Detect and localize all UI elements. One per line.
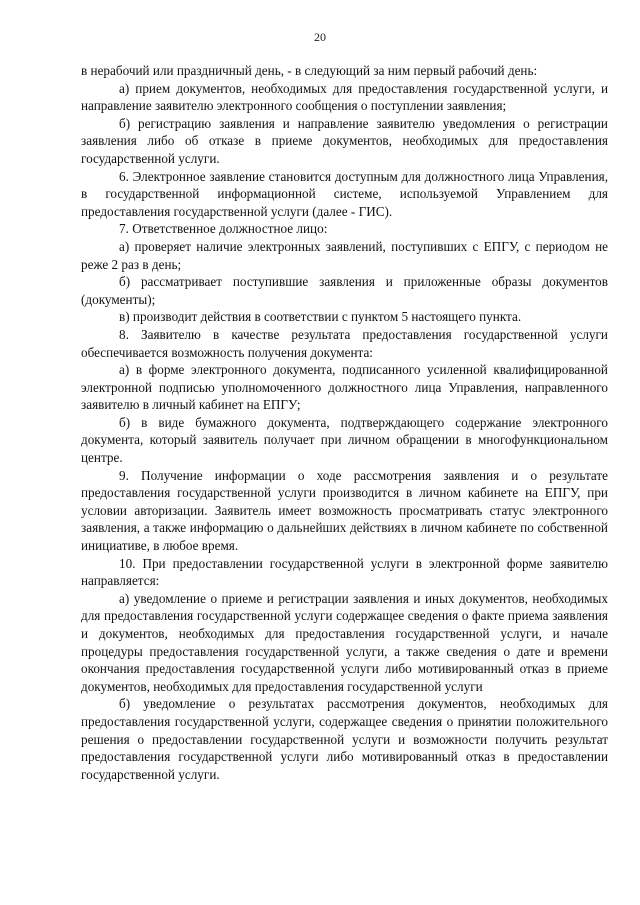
paragraph: а) прием документов, необходимых для предоставления государственной услуги, и направление заявителю электронного сообщения о поступлении заявления; bbox=[81, 80, 608, 114]
paragraph: б) регистрацию заявления и направление заявителю уведомления о регистрации заявления либо об отказе в приеме документов, необходимых для предоставления государственной услуги. bbox=[81, 115, 608, 166]
paragraph: 9. Получение информации о ходе рассмотрения заявления и о результате предоставления государственной услуги производится в личном кабинете на ЕПГУ, при условии авторизации. Заявитель имеет возможность просматривать статус электронного заявления, а также информацию о дальнейших действиях в личном кабинете по собственной инициативе, в любое время. bbox=[81, 467, 608, 554]
page-number: 20 bbox=[314, 30, 326, 44]
paragraph: в нерабочий или праздничный день, - в следующий за ним первый рабочий день: bbox=[81, 63, 538, 78]
paragraph: 8. Заявителю в качестве результата предоставления государственной услуги обеспечивается возможность получения документа: bbox=[81, 326, 608, 360]
paragraph: б) в виде бумажного документа, подтверждающего содержание электронного документа, который заявитель получает при личном обращении в многофункциональном центре. bbox=[81, 414, 608, 466]
paragraph: а) в форме электронного документа, подписанного усиленной квалифицированной электронной подписью уполномоченного должностного лица Управления, направленного заявителю в личный кабинет на ЕПГУ; bbox=[81, 362, 608, 413]
paragraph: а) проверяет наличие электронных заявлений, поступивших с ЕПГУ, с периодом не реже 2 раз в день; bbox=[81, 238, 608, 272]
paragraph: в) производит действия в соответствии с пунктом 5 настоящего пункта. bbox=[119, 309, 522, 325]
paragraph: б) уведомление о результатах рассмотрения документов, необходимых для предоставления государственной услуги, содержащее сведения о принятии положительного решения о предоставлении государственной услуги и возможности получить результат предоставления государственной услуги либо мотивированный отказ в предоставлении государственной услуги. bbox=[81, 696, 608, 782]
paragraph: 6. Электронное заявление становится доступным для должностного лица Управления, в государственной информационной системе, используемой Управлением для предоставления государственной услуги (далее - ГИС). bbox=[81, 168, 608, 219]
paragraph: 10. При предоставлении государственной услуги в электронной форме заявителю направляется: bbox=[81, 555, 608, 589]
paragraph: 7. Ответственное должностное лицо: bbox=[119, 221, 328, 237]
paragraph: а) уведомление о приеме и регистрации заявления и иных документов, необходимых для предоставления государственной услуги содержащее сведения о факте приема заявления и документов, необходимых для предоставления государственной услуги, и начале процедуры предоставления государственной услуги, а также сведения о дате и времени окончания предоставления государственной услуги либо мотивированный отказ в приеме документов, необходимых для предоставления государственной услуги bbox=[81, 590, 608, 694]
document-body bbox=[81, 62, 608, 783]
paragraph: б) рассматривает поступившие заявления и приложенные образы документов (документы); bbox=[81, 274, 608, 307]
